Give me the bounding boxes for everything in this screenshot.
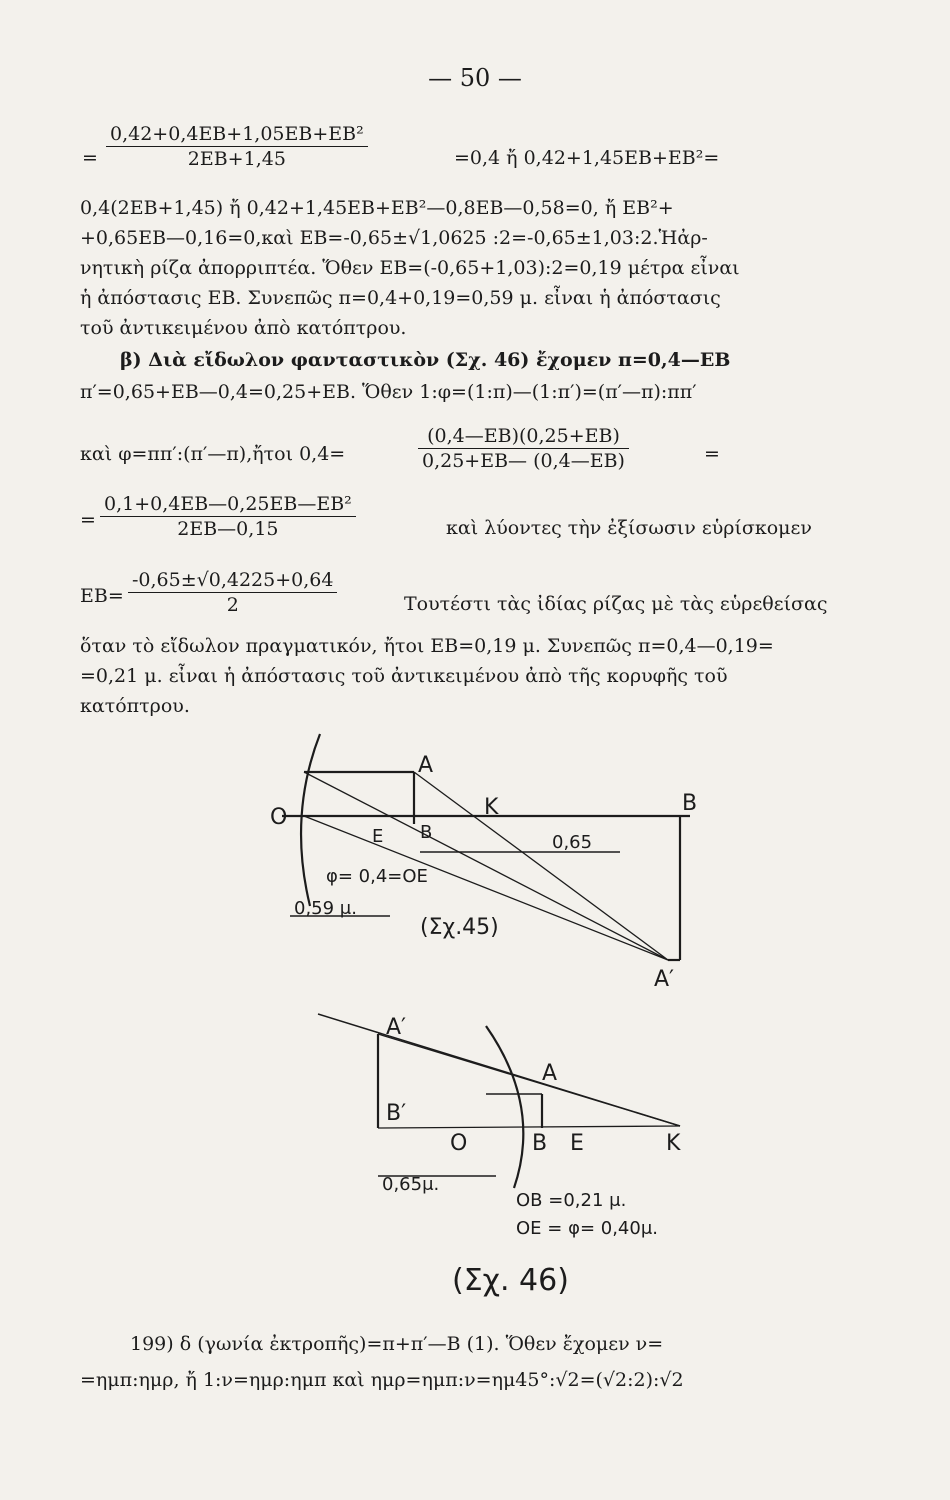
fig45-label-phi: φ= 0,4=OE bbox=[326, 866, 428, 887]
line-1-denominator: 2ΕΒ+1,45 bbox=[187, 148, 286, 170]
fig45-label-B: B bbox=[420, 822, 433, 843]
line-2: 0,4(2ΕΒ+1,45) ἤ 0,42+1,45ΕΒ+ΕΒ²—0,8ΕΒ—0,58=0, ἤ ΕΒ²+ bbox=[80, 197, 674, 219]
line-9-fraction bbox=[418, 424, 629, 473]
fig46-label-O: O bbox=[450, 1131, 468, 1156]
line-10-rest: καὶ λύοντες τὴν ἐξίσωσιν εὑρίσκομεν bbox=[446, 517, 812, 539]
line-14: κατόπτρου. bbox=[80, 695, 190, 717]
line-9-prefix: καὶ φ=ππ′:(π′—π),ἤτοι 0,4= bbox=[80, 443, 346, 465]
line-13: =0,21 μ. εἶναι ἡ ἀπόστασις τοῦ ἀντικειμένου ἀπὸ τῆς κορυφῆς τοῦ bbox=[80, 665, 728, 687]
line-11-numerator: -0,65±√0,4225+0,64 bbox=[128, 568, 337, 593]
fig46-label-B-prime: B′ bbox=[386, 1101, 407, 1126]
line-16: =ημπ:ημρ, ἤ 1:ν=ημρ:ημπ καὶ ημρ=ημπ:ν=ημ45°:√2=(√2:2):√2 bbox=[80, 1369, 684, 1391]
line-11-prefix: ΕΒ= bbox=[80, 585, 124, 607]
fig45-label-A-prime: A′ bbox=[654, 967, 675, 992]
line-12: ὅταν τὸ εἴδωλον πραγματικόν, ἤτοι ΕΒ=0,19 μ. Συνεπῶς π=0,4—0,19= bbox=[80, 635, 774, 657]
line-7-heading: β) Διὰ εἴδωλον φανταστικὸν (Σχ. 46) ἔχομεν π=0,4—ΕΒ bbox=[120, 349, 731, 371]
fig46-label-OE: OE = φ= 0,40μ. bbox=[516, 1218, 658, 1239]
fig46-caption: (Σχ. 46) bbox=[452, 1263, 569, 1298]
line-1-equals: = bbox=[82, 147, 98, 169]
line-9-denominator: 0,25+ΕΒ— (0,4—ΕΒ) bbox=[422, 450, 625, 472]
fig45-mirror-arc bbox=[301, 734, 320, 906]
line-6: τοῦ ἀντικειμένου ἀπὸ κατόπτρου. bbox=[80, 317, 407, 339]
fig46-label-065: 0,65μ. bbox=[382, 1174, 440, 1195]
line-5: ἡ ἀπόστασις ΕΒ. Συνεπῶς π=0,4+0,19=0,59 μ. εἶναι ἡ ἀπόστασις bbox=[80, 287, 721, 309]
line-9-numerator: (0,4—ΕΒ)(0,25+ΕΒ) bbox=[418, 424, 629, 449]
line-10-denominator: 2ΕΒ—0,15 bbox=[177, 518, 279, 540]
fig45-label-059: 0,59 μ. bbox=[294, 898, 357, 919]
fig46-mirror-arc bbox=[486, 1026, 523, 1188]
line-4: νητικὴ ρίζα ἀπορριπτέα. Ὅθεν ΕΒ=(-0,65+1,03):2=0,19 μέτρα εἶναι bbox=[80, 257, 740, 279]
fig45-label-O: O bbox=[270, 805, 288, 830]
figure-45 bbox=[260, 720, 700, 1020]
fig46-label-A-prime: A′ bbox=[386, 1015, 407, 1040]
fig46-label-B: B bbox=[532, 1131, 548, 1156]
line-9-equals: = bbox=[704, 443, 720, 465]
line-1-fraction bbox=[106, 122, 368, 171]
fig46-ray-2 bbox=[378, 1034, 680, 1126]
fig45-label-K: K bbox=[484, 795, 499, 820]
line-10-fraction bbox=[100, 492, 356, 541]
fig45-label-A: A bbox=[418, 753, 434, 778]
fig45-label-B-big: B bbox=[682, 791, 698, 816]
fig45-caption: (Σχ.45) bbox=[420, 915, 499, 940]
line-11-fraction bbox=[128, 568, 337, 617]
line-10-equals: = bbox=[80, 509, 96, 531]
line-11-rest: Τουτέστι τὰς ἰδίας ρίζας μὲ τὰς εὑρεθείσας bbox=[404, 593, 828, 615]
line-1-numerator: 0,42+0,4ΕΒ+1,05ΕΒ+ΕΒ² bbox=[106, 122, 368, 147]
line-15: 199) δ (γωνία ἐκτροπῆς)=π+π′—Β (1). Ὅθεν ἔχομεν ν= bbox=[130, 1333, 664, 1355]
fig46-axis bbox=[378, 1126, 680, 1128]
line-8: π′=0,65+ΕΒ—0,4=0,25+ΕΒ. Ὅθεν 1:φ=(1:π)—(1:π′)=(π′—π):ππ′ bbox=[80, 381, 697, 403]
line-11-denominator: 2 bbox=[226, 594, 239, 616]
line-10-numerator: 0,1+0,4ΕΒ—0,25ΕΒ—ΕΒ² bbox=[100, 492, 356, 517]
page-number: — 50 — bbox=[428, 64, 522, 92]
fig46-label-A: A bbox=[542, 1061, 558, 1086]
fig45-label-065: 0,65 bbox=[552, 832, 593, 853]
fig46-label-K: K bbox=[666, 1131, 681, 1156]
fig45-label-E: E bbox=[372, 826, 384, 847]
fig46-label-E: E bbox=[570, 1131, 584, 1156]
line-3: +0,65ΕΒ—0,16=0,καὶ ΕΒ=-0,65±√1,0625 :2=-0,65±1,03:2.Ἡἀρ- bbox=[80, 227, 708, 249]
line-1-rest: =0,4 ἤ 0,42+1,45ΕΒ+ΕΒ²= bbox=[454, 147, 720, 169]
figure-46 bbox=[260, 1010, 700, 1310]
fig46-label-OB: OB =0,21 μ. bbox=[516, 1190, 627, 1211]
